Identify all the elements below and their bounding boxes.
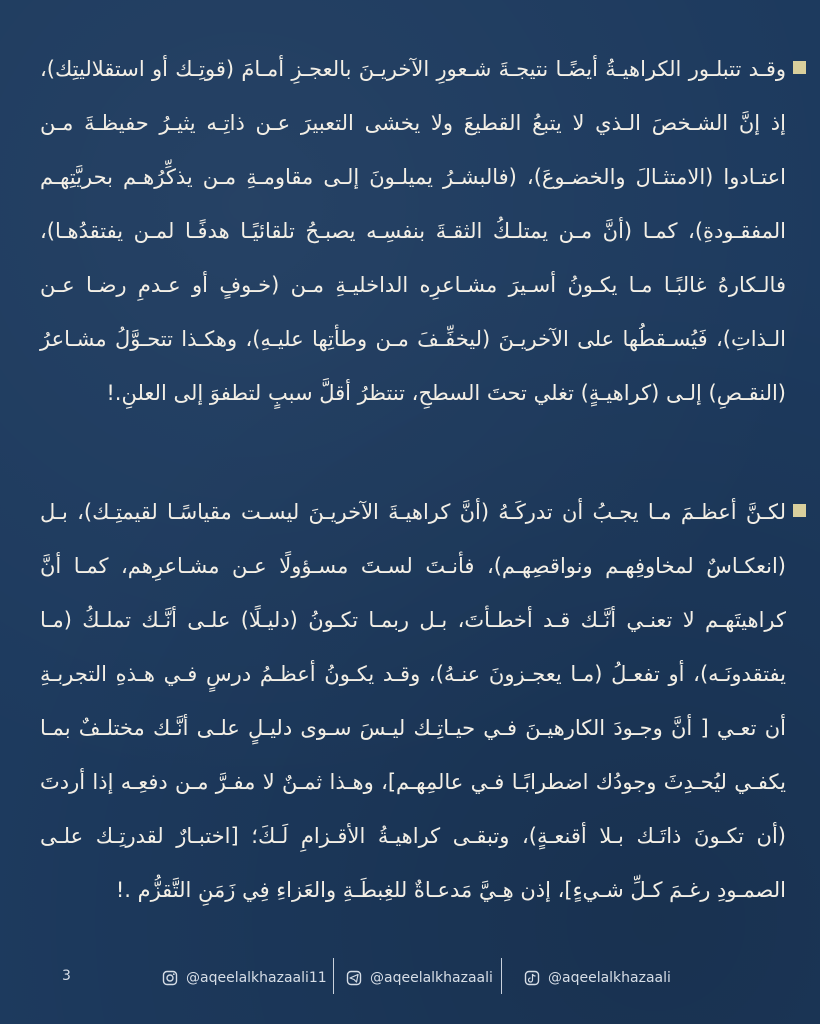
instagram-handle[interactable]: [162, 970, 327, 986]
telegram-handle-text: @aqeelalkhazaali: [370, 970, 493, 986]
divider: [501, 958, 502, 994]
paragraph-2-wrap: [40, 485, 800, 917]
telegram-handle[interactable]: [346, 970, 493, 986]
tiktok-handle[interactable]: [524, 970, 671, 986]
instagram-handle-text: @aqeelalkhazaali11: [186, 970, 327, 986]
footer: [0, 958, 820, 998]
page-number: 3: [62, 968, 71, 984]
divider: [333, 958, 334, 994]
tiktok-handle-text: @aqeelalkhazaali: [548, 970, 671, 986]
article-body: [40, 42, 800, 917]
paragraph-2: لكـنَّ أعظـمَ مـا يجـبُ أن تدركَـهُ (أنَّ كراهيـةَ الآخريـنَ ليسـت مقياسًـا لقيمتِـك)، بـل (انعكـاسٌ لمخاوفِهـم ونواقصِهـم)، فأنـتَ لسـتَ مسـؤولًا عـن مشـاعرِهم، كمـا أنَّ كراهيتَهـم لا تعنـي أنَّـك قـد أخطـأتَ، بـل ربمـا تكـونُ (دليـلًا) علـى أنَّـك تملـكُ (مـا يفتقدونَـه)، أو تفعـلُ (مـا يعجـزونَ عنـهُ)، وقـد يكـونُ أعظـمُ درسٍ فـي هـذهِ التجربـةِ أن تعـي [ أنَّ وجـودَ الكارهيـنَ فـي حيـاتِـك ليـسَ سـوى دليـلٍ علـى أنَّـك مختلـفٌ بمـا يكفـي ليُحـدِثَ وجودُك اضطرابًـا فـي عالمِهـم]، وهـذا ثمـنٌ لا مفـرَّ مـن دفعِـه إذا أردتَ (أن تكـونَ ذاتَـك بـلا أقنعـةٍ)، وتبقـى كراهيـةُ الأقـزامِ لَـكَ؛ [اختبـارٌ لقدرتِـك علـى الصمـودِ رغـمَ كـلِّ شـيءٍ]، إذن هِـيَّ مَدعـاةٌ للغِبطَـةِ والعَزاءِ فِي زَمَنِ التَّقزُّم .!: [40, 500, 786, 902]
tiktok-icon: [524, 970, 540, 986]
paragraph-1-wrap: [40, 42, 800, 485]
telegram-icon: [346, 970, 362, 986]
paragraph-1: وقـد تتبلـور الكراهيـةُ أيضًـا نتيجـةَ شـعورِ الآخريـنَ بالعجـزِ أمـامَ (قوتِـك أو استقلاليتِك)، إذ إنَّ الشـخصَ الـذي لا يتبعُ القطيعَ ولا يخشى التعبيرَ عـن ذاتِـه يثيـرُ حفيظـةَ مـن اعتـادوا (الامتثـالَ والخضـوعَ)، (فالبشـرُ يميلـونَ إلـى مقاومـةِ مـن يذكِّرُهـم بحريَّتِهـم المفقـودةِ)، كمـا (أنَّ مـن يمتلـكُ الثقـةَ بنفسِـه يصبـحُ تلقائيًـا هدفًـا لمـن يفتقدُهـا)، فالـكارهُ غالبًـا مـا يكـونُ أسـيرَ مشـاعرِه الداخليـةِ مـن (خـوفٍ أو عـدمِ رضـا عـن الـذاتِ)، فَيُسـقطُها على الآخريـنَ (ليخفِّـفَ مـن وطأتِها عليـهِ)، وهكـذا تتحـوَّلُ مشـاعرُ (النقـصِ) إلـى (كراهيـةٍ) تغلي تحتَ السطحِ، تنتظرُ أقلَّ سببٍ لتطفوَ إلى العلنِ.!: [40, 57, 786, 405]
instagram-icon: [162, 970, 178, 986]
